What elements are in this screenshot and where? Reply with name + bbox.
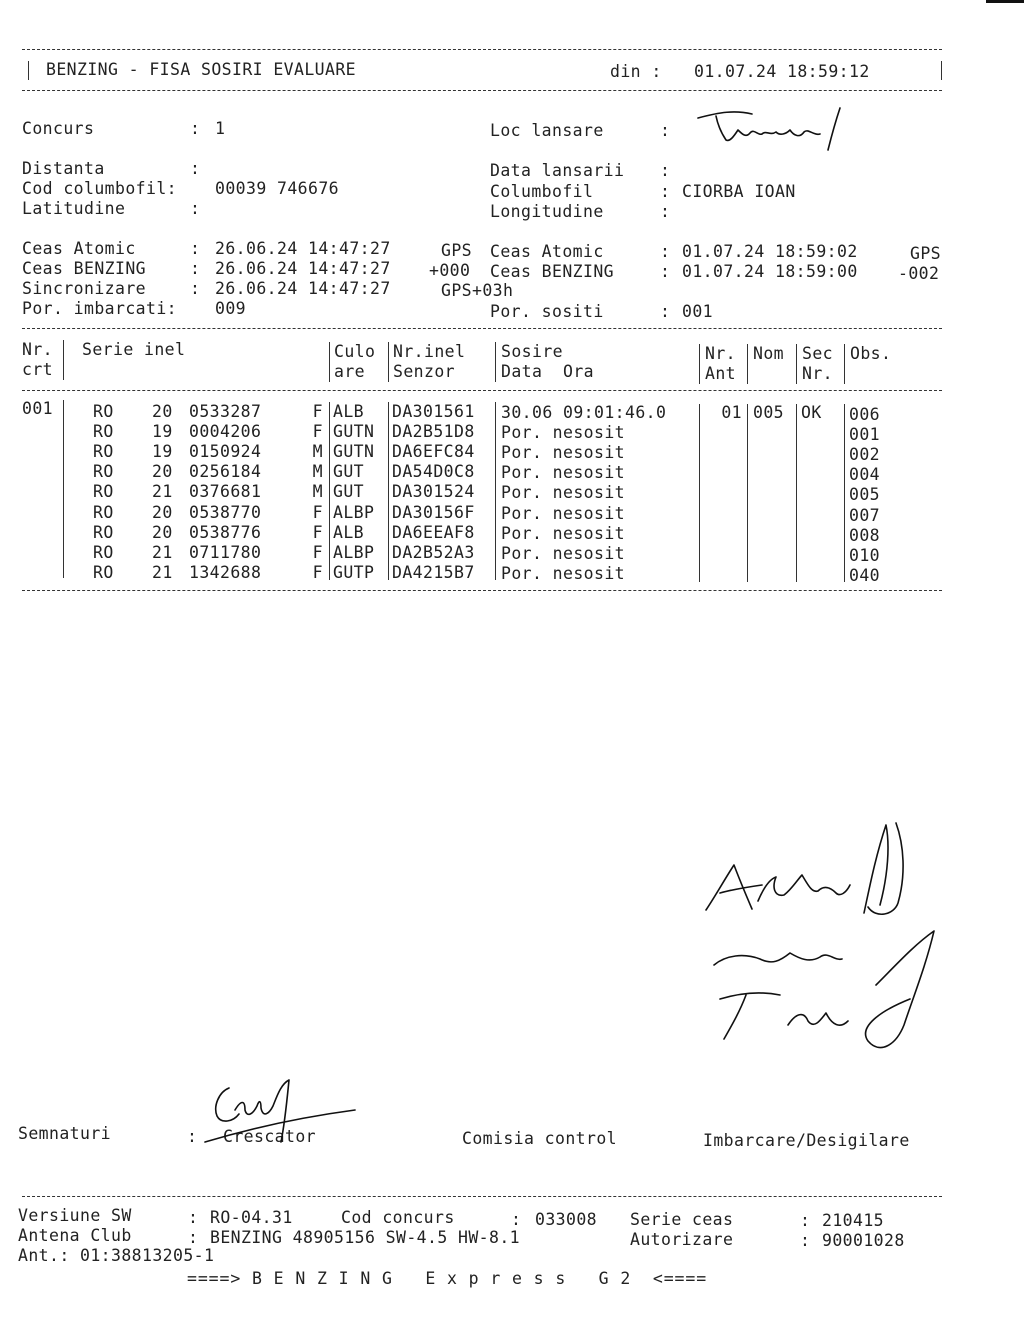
tb-sep-3 (388, 402, 389, 580)
autorizare-value: 90001028 (822, 1231, 905, 1250)
th-nom: Nom (753, 344, 785, 363)
cell-ring: 0376681 (189, 482, 262, 502)
clock-left-suffix-1: +000 (429, 261, 471, 280)
cell-country: RO (93, 442, 114, 462)
table-header-rule (22, 390, 942, 391)
th-obs: Obs. (850, 344, 892, 363)
cell-nom: 005 (753, 403, 785, 422)
latitudine-colon: : (190, 199, 201, 218)
cod-columbofil-value: 00039 746676 (215, 179, 340, 198)
cell-sensor: DA30156F (392, 502, 475, 522)
clock-left-colon-1: : (190, 259, 201, 278)
cell-year: 20 (152, 502, 173, 522)
cell-color: GUTN (333, 422, 375, 442)
concurs-colon: : (190, 119, 201, 138)
th-sec-bottom: Nr. (802, 364, 834, 383)
cell-color: GUTP (333, 562, 375, 582)
cell-obs: 005 (849, 485, 881, 505)
latitudine-label: Latitudine (22, 199, 126, 218)
th-sosire-top: Sosire (501, 342, 564, 361)
cell-sensor: DA6EFC84 (392, 442, 475, 462)
clock-right-value-2: 001 (682, 302, 714, 321)
longitudine-label: Longitudine (490, 202, 604, 221)
tb-sep-7 (796, 404, 797, 582)
th-ant-top: Nr. (705, 344, 737, 363)
clock-left-label-0: Ceas Atomic (22, 239, 136, 258)
cell-country: RO (93, 422, 114, 442)
semnaturi-label: Semnaturi (18, 1124, 112, 1143)
cell-country: RO (93, 562, 114, 582)
th-sep-3 (388, 342, 389, 382)
benzing-express-banner: ====> B E N Z I N G E x p r e s s G 2 <==== (187, 1269, 708, 1288)
tb-sep-6 (747, 404, 748, 582)
cell-sensor: DA54D0C8 (392, 462, 475, 482)
header-din-label: din : (610, 62, 662, 81)
concurs-value: 1 (215, 119, 226, 138)
cell-country: RO (93, 522, 114, 542)
commission-signatures (700, 815, 960, 1075)
ant-line: Ant.: 01:38813205-1 (18, 1246, 215, 1265)
header-left-bar (28, 61, 29, 80)
cell-year: 19 (152, 422, 173, 442)
clock-right-label-2: Por. sositi (490, 302, 604, 321)
clock-right-colon-2: : (660, 302, 671, 321)
clock-left-label-2: Sincronizare (22, 279, 147, 298)
clock-left-label-1: Ceas BENZING (22, 259, 147, 278)
tb-sep-5 (699, 404, 700, 582)
cell-year: 21 (152, 562, 173, 582)
autorizare-colon: : (800, 1231, 811, 1250)
cell-obs: 007 (849, 505, 881, 525)
th-culo-bottom: are (334, 362, 366, 381)
cell-ring: 1342688 (189, 562, 262, 582)
columbofil-label: Columbofil (490, 182, 594, 201)
clock-right-suffix-0: GPS (910, 244, 942, 263)
cell-ring: 0538770 (189, 502, 262, 522)
cell-color: GUTN (333, 442, 375, 462)
cell-obs: 002 (849, 445, 881, 465)
cell-obs: 008 (849, 525, 881, 545)
clock-left-value-3: 009 (215, 299, 247, 318)
cell-country: RO (93, 502, 114, 522)
clock-right-value-1: 01.07.24 18:59:00 (682, 262, 858, 281)
cell-year: 20 (152, 462, 173, 482)
cell-sex: M (312, 442, 323, 462)
cell-obs: 004 (849, 465, 881, 485)
cell-color: GUT (333, 482, 365, 502)
cell-sensor: DA301561 (392, 402, 475, 421)
clock-left-colon-2: : (190, 279, 201, 298)
tb-sep-8 (844, 404, 845, 582)
clock-left-value-1: 26.06.24 14:47:27 (215, 259, 391, 278)
th-sep-8 (844, 344, 845, 384)
th-sec-top: Sec (802, 344, 834, 363)
crescator-label: Crescator (223, 1127, 317, 1146)
cell-color: GUT (333, 462, 365, 482)
cell-sensor: DA4215B7 (392, 562, 475, 582)
cell-sensor: DA2B52A3 (392, 542, 475, 562)
th-nr-top: Nr. (22, 340, 54, 359)
cell-ring: 0150924 (189, 442, 262, 462)
serie-ceas-colon: : (800, 1211, 811, 1230)
cell-color: ALB (333, 402, 365, 421)
clock-right-label-1: Ceas BENZING (490, 262, 615, 281)
cod-concurs-value: 033008 (535, 1210, 598, 1229)
cell-color: ALBP (333, 542, 375, 562)
scan-corner-mark (986, 0, 1024, 3)
cell-country: RO (93, 402, 114, 421)
th-inel-top: Nr.inel (393, 342, 466, 361)
versiune-colon: : (188, 1208, 199, 1227)
row-crt: 001 (22, 399, 54, 418)
cell-obs: 010 (849, 545, 881, 565)
cell-year: 20 (152, 402, 173, 421)
cod-concurs-label: Cod concurs (341, 1208, 455, 1227)
tb-sep-4 (495, 402, 496, 580)
footer-top-rule (22, 1196, 942, 1197)
clock-left-colon-0: : (190, 239, 201, 258)
cell-ring: 0538776 (189, 522, 262, 542)
clock-left-suffix-2: GPS+03h (441, 281, 514, 300)
th-sosire-bottom: Data Ora (501, 362, 595, 381)
loc-lansare-colon: : (660, 121, 671, 140)
clock-right-colon-1: : (660, 262, 671, 281)
cell-sensor: DA6EEAF8 (392, 522, 475, 542)
page-title: BENZING - FISA SOSIRI EVALUARE (46, 60, 357, 79)
cell-sex: F (312, 402, 323, 421)
th-sep-7 (796, 344, 797, 384)
cell-sosire: Por. nesosit (501, 503, 626, 523)
versiune-value: RO-04.31 (210, 1208, 293, 1227)
cell-year: 19 (152, 442, 173, 462)
cell-sosire: Por. nesosit (501, 463, 626, 483)
cell-sex: M (312, 462, 323, 482)
cell-country: RO (93, 542, 114, 562)
cell-sosire: Por. nesosit (501, 483, 626, 503)
antena-colon: : (188, 1228, 199, 1247)
th-sep-4 (495, 342, 496, 382)
data-lansarii-colon: : (660, 161, 671, 180)
th-sep-1 (63, 340, 64, 380)
longitudine-colon: : (660, 202, 671, 221)
clock-left-value-2: 26.06.24 14:47:27 (215, 279, 391, 298)
th-culo-top: Culo (334, 342, 376, 361)
crescator-signature (185, 1070, 365, 1150)
cell-obs: 040 (849, 565, 881, 585)
tb-sep-2 (329, 402, 330, 580)
serie-ceas-label: Serie ceas (630, 1210, 734, 1229)
clock-left-value-0: 26.06.24 14:47:27 (215, 239, 391, 258)
cell-ring: 0533287 (189, 402, 262, 421)
cell-country: RO (93, 482, 114, 502)
cell-color: ALBP (333, 502, 375, 522)
clock-right-value-0: 01.07.24 18:59:02 (682, 242, 858, 261)
cell-year: 21 (152, 542, 173, 562)
clock-left-label-3: Por. imbarcati: (22, 299, 178, 318)
clock-right-label-0: Ceas Atomic (490, 242, 604, 261)
cell-sosire: Por. nesosit (501, 543, 626, 563)
cod-concurs-colon: : (511, 1210, 522, 1229)
loc-lansare-handwriting (690, 100, 860, 155)
cell-color: ALB (333, 522, 365, 542)
th-serie: Serie inel (82, 340, 186, 359)
antena-value: BENZING 48905156 SW-4.5 HW-8.1 (210, 1228, 521, 1247)
cell-obs: 006 (849, 405, 881, 424)
header-bottom-rule (22, 90, 942, 91)
columbofil-value: CIORBA IOAN (682, 182, 796, 201)
cell-sensor: DA301524 (392, 482, 475, 502)
th-nr-bottom: crt (22, 360, 54, 379)
cell-sex: M (312, 482, 323, 502)
cod-columbofil-label: Cod columbofil: (22, 179, 178, 198)
imbarcare-label: Imbarcare/Desigilare (703, 1131, 910, 1150)
cell-ring: 0711780 (189, 542, 262, 562)
crescator-colon: : (187, 1127, 198, 1146)
antena-label: Antena Club (18, 1226, 132, 1245)
data-lansarii-label: Data lansarii (490, 161, 625, 180)
cell-sex: F (312, 562, 323, 582)
tb-sep-1 (63, 400, 64, 578)
clock-right-colon-0: : (660, 242, 671, 261)
cell-sensor: DA2B51D8 (392, 422, 475, 442)
clock-left-suffix-0: GPS (441, 241, 473, 260)
th-inel-bottom: Senzor (393, 362, 456, 381)
autorizare-label: Autorizare (630, 1230, 734, 1249)
comisia-label: Comisia control (462, 1129, 618, 1148)
cell-sosire: Por. nesosit (501, 423, 626, 443)
cell-sex: F (312, 422, 323, 442)
table-top-rule (22, 328, 942, 329)
table-bottom-rule (22, 590, 942, 591)
cell-sosire: Por. nesosit (501, 523, 626, 543)
header-din-value: 01.07.24 18:59:12 (694, 62, 870, 81)
concurs-label: Concurs (22, 119, 95, 138)
versiune-label: Versiune SW (18, 1206, 132, 1225)
cell-ant: 01 (721, 403, 742, 422)
cell-ring: 0256184 (189, 462, 262, 482)
cell-sex: F (312, 502, 323, 522)
header-right-bar (941, 61, 942, 80)
cell-obs: 001 (849, 425, 881, 445)
cell-year: 20 (152, 522, 173, 542)
th-sep-6 (747, 344, 748, 384)
distanta-colon: : (190, 159, 201, 178)
cell-sosire: 30.06 09:01:46.0 (501, 403, 667, 422)
cell-sex: F (312, 542, 323, 562)
cell-sex: F (312, 522, 323, 542)
th-sep-5 (699, 344, 700, 384)
header-top-rule (22, 49, 942, 50)
cell-country: RO (93, 462, 114, 482)
th-ant-bottom: Ant (705, 364, 737, 383)
cell-sec: OK (801, 403, 822, 422)
distanta-label: Distanta (22, 159, 105, 178)
serie-ceas-value: 210415 (822, 1211, 885, 1230)
cell-ring: 0004206 (189, 422, 262, 442)
cell-sosire: Por. nesosit (501, 563, 626, 583)
columbofil-colon: : (660, 182, 671, 201)
loc-lansare-label: Loc lansare (490, 121, 604, 140)
cell-sosire: Por. nesosit (501, 443, 626, 463)
clock-right-suffix-1: -002 (898, 264, 940, 283)
th-sep-2 (329, 342, 330, 382)
cell-year: 21 (152, 482, 173, 502)
